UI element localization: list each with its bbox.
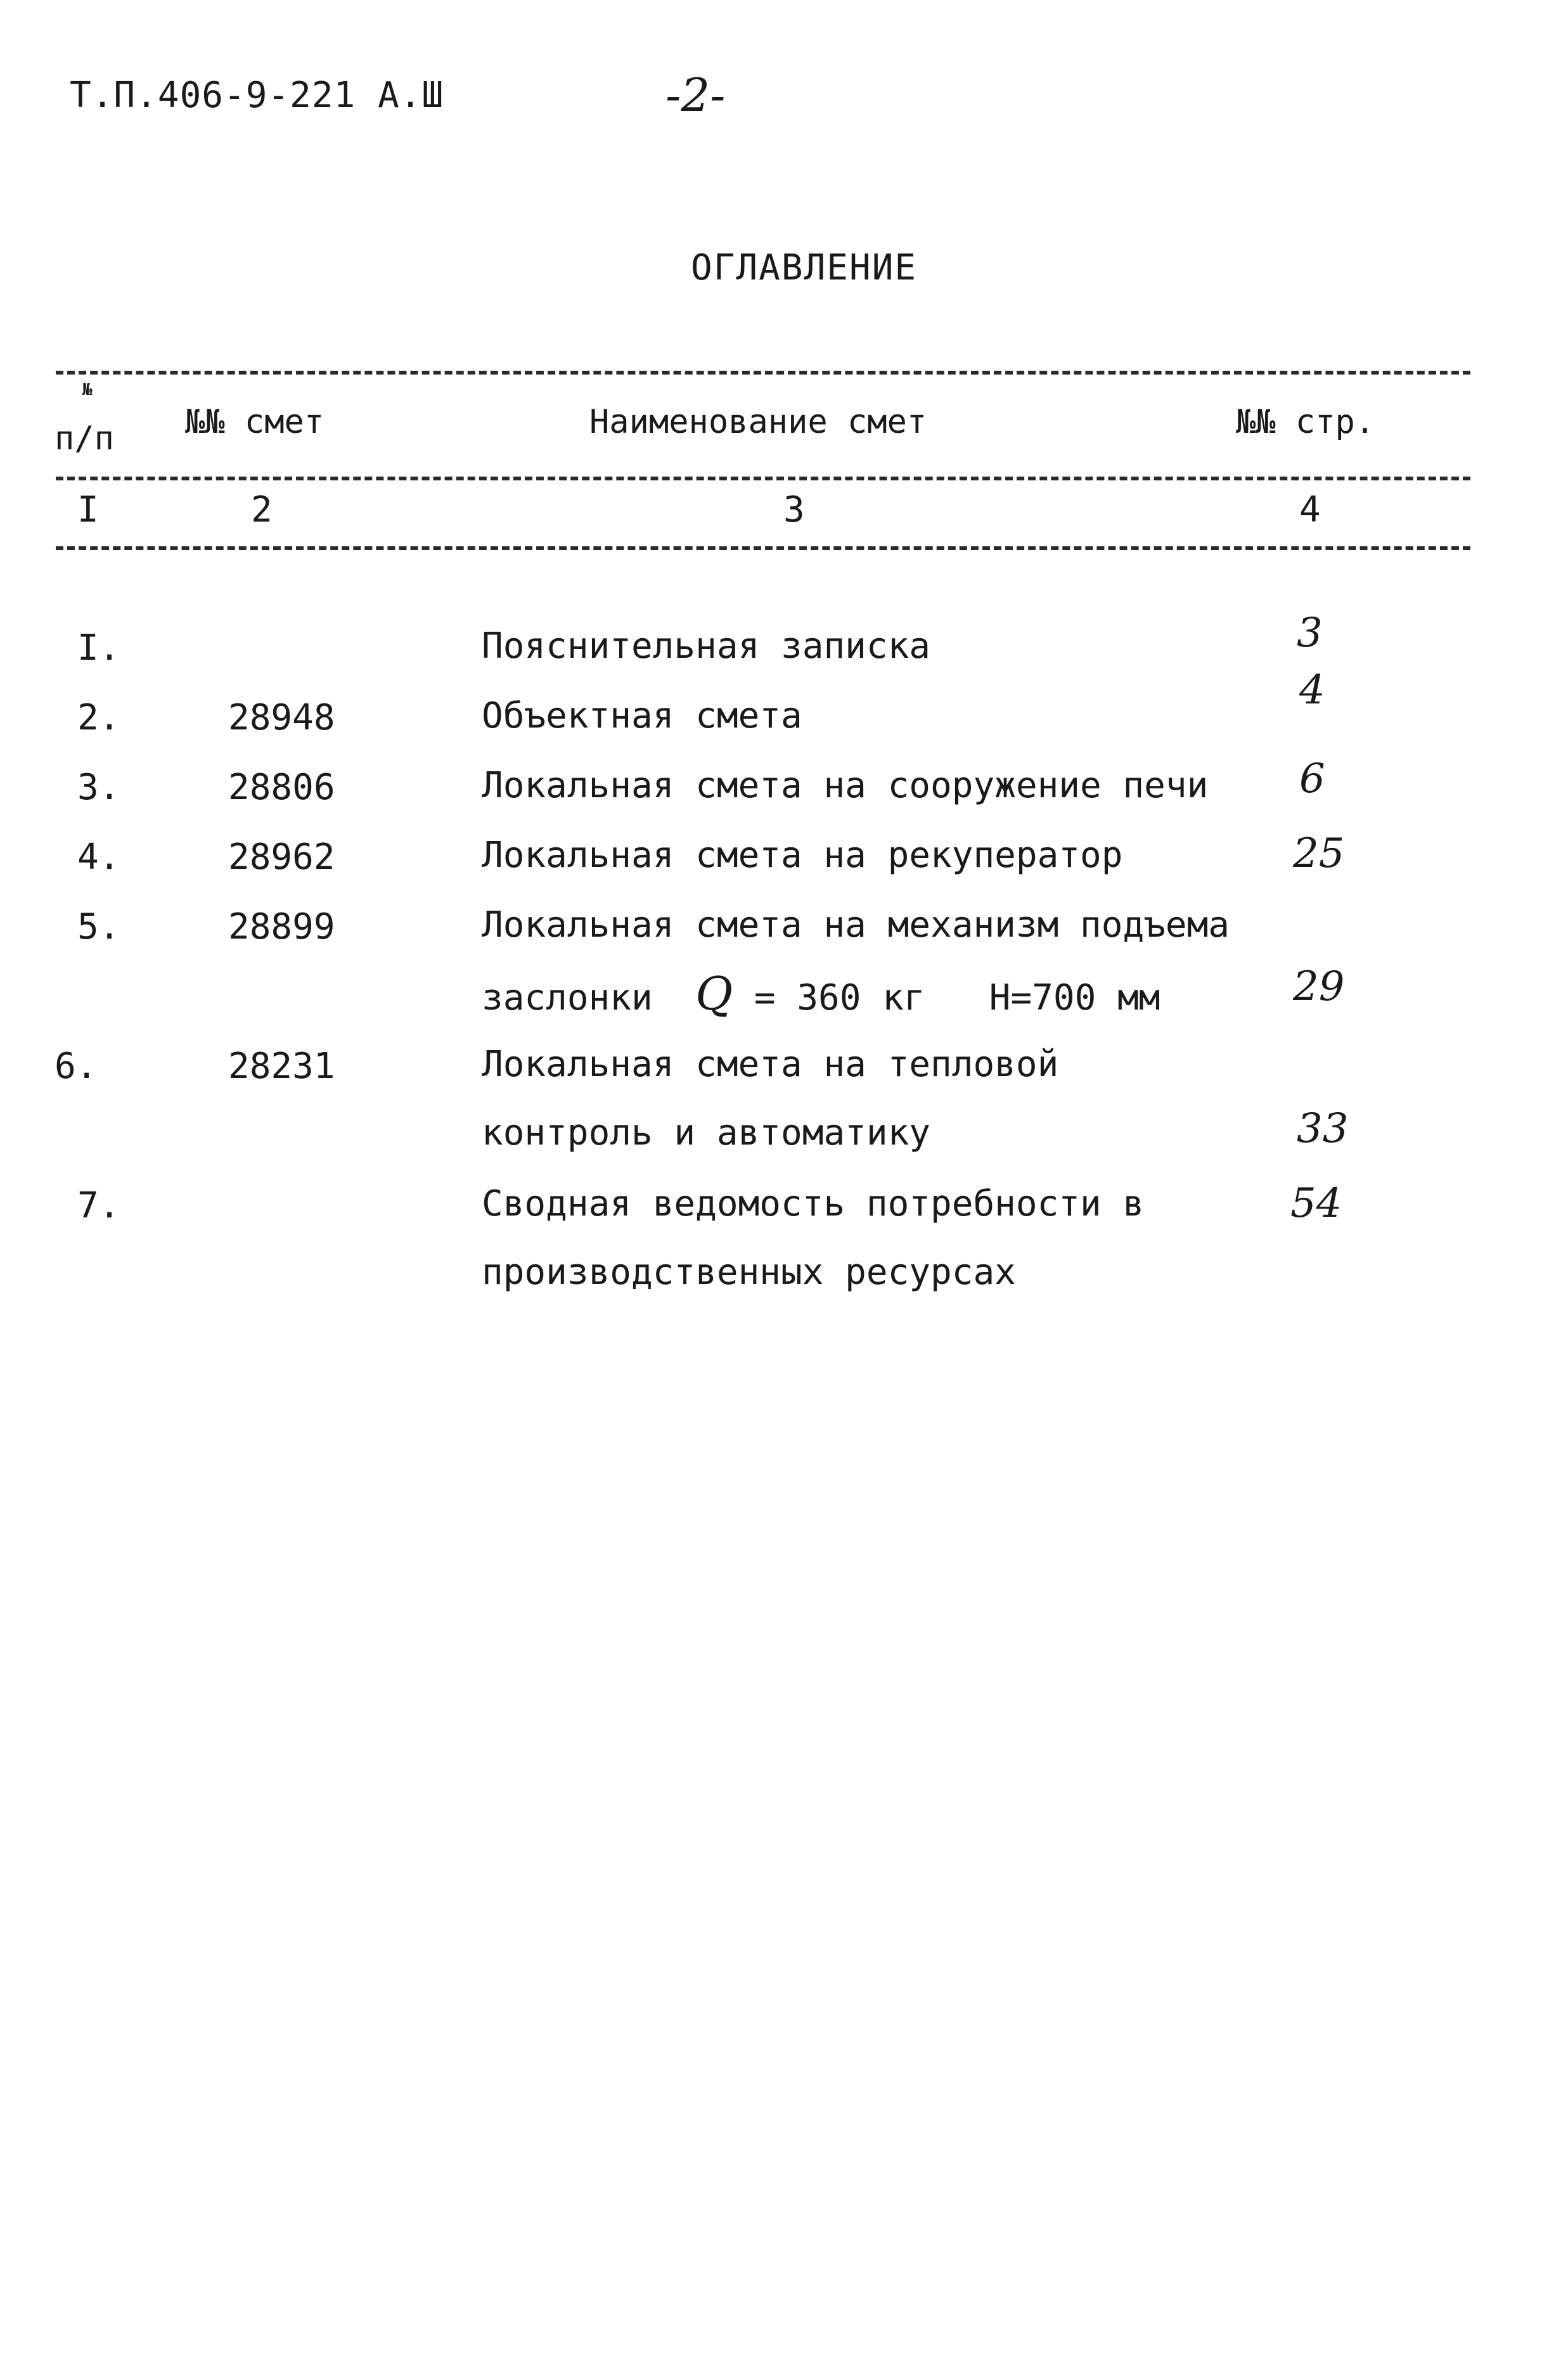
page-number: -2- — [665, 68, 726, 122]
row-1-name — [482, 612, 930, 681]
row-3-code: 28806 — [228, 767, 335, 808]
column-number-1: I — [77, 489, 99, 530]
column-number-4: 4 — [1299, 489, 1321, 530]
row-5-h-value: H=700 мм — [989, 977, 1160, 1018]
row-6-name-line-1: Локальная смета на тепловой — [482, 1044, 1059, 1085]
document-code: Т.П.406-9-221 А.Ш — [70, 75, 444, 116]
row-5-name-line: Локальная смета на механизм подъема — [482, 904, 1230, 946]
row-5-name-prefix: заслонки — [482, 977, 653, 1018]
header-estimate-code: №№ смет — [185, 403, 325, 441]
column-number-2: 2 — [251, 489, 273, 530]
header-page-number: №№ стр. — [1236, 403, 1375, 441]
toc-title: ОГЛАВЛЕНИЕ — [691, 247, 918, 288]
row-6-code: 28231 — [228, 1046, 335, 1087]
row-4-code: 28962 — [228, 837, 335, 878]
row-5-number: 5. — [77, 906, 120, 947]
row-5-q-value: = 360 кг — [754, 977, 925, 1018]
header-item-number: п/п — [55, 420, 114, 458]
row-4-name-line: Локальная смета на рекуператор — [482, 835, 1123, 876]
row-5-name — [482, 891, 1230, 1028]
row-7-name-line-2: производственных ресурсах — [482, 1252, 1016, 1293]
row-3-page: 6 — [1299, 755, 1325, 802]
row-1-number: I. — [77, 627, 120, 669]
row-5-q-symbol: Q — [695, 967, 733, 1020]
table-header-bottom-rule — [56, 546, 1470, 550]
row-5-name-extra-line — [482, 959, 1230, 1028]
row-4-page: 25 — [1293, 830, 1345, 877]
row-2-name — [482, 682, 802, 750]
row-7-name — [482, 1170, 1144, 1307]
row-7-name-line-1: Сводная ведомость потребности в — [482, 1183, 1145, 1224]
column-number-3: 3 — [783, 489, 805, 530]
row-1-page: 3 — [1297, 610, 1323, 657]
header-number-sign: № — [82, 380, 93, 399]
header-estimate-name: Наименование смет — [589, 403, 927, 441]
row-6-name — [482, 1030, 1058, 1167]
row-2-name-line: Объектная смета — [482, 695, 802, 736]
row-6-name-line-2: контроль и автоматику — [482, 1112, 931, 1153]
row-3-number: 3. — [77, 767, 120, 808]
row-3-name — [482, 752, 1208, 820]
row-2-code: 28948 — [228, 697, 335, 738]
row-5-page: 29 — [1293, 963, 1345, 1010]
row-6-number: 6. — [55, 1046, 98, 1087]
row-4-number: 4. — [77, 837, 120, 878]
table-top-rule — [56, 371, 1470, 375]
row-3-name-line: Локальная смета на сооружение печи — [482, 765, 1209, 806]
row-2-number: 2. — [77, 697, 120, 738]
row-4-name — [482, 821, 1122, 890]
row-6-page: 33 — [1297, 1105, 1349, 1152]
row-2-page: 4 — [1299, 667, 1325, 714]
row-7-page: 54 — [1290, 1180, 1342, 1227]
row-5-code: 28899 — [228, 906, 335, 947]
header-divider-rule — [56, 477, 1470, 480]
row-1-name-line: Пояснительная записка — [482, 626, 931, 667]
row-7-number: 7. — [77, 1185, 120, 1226]
